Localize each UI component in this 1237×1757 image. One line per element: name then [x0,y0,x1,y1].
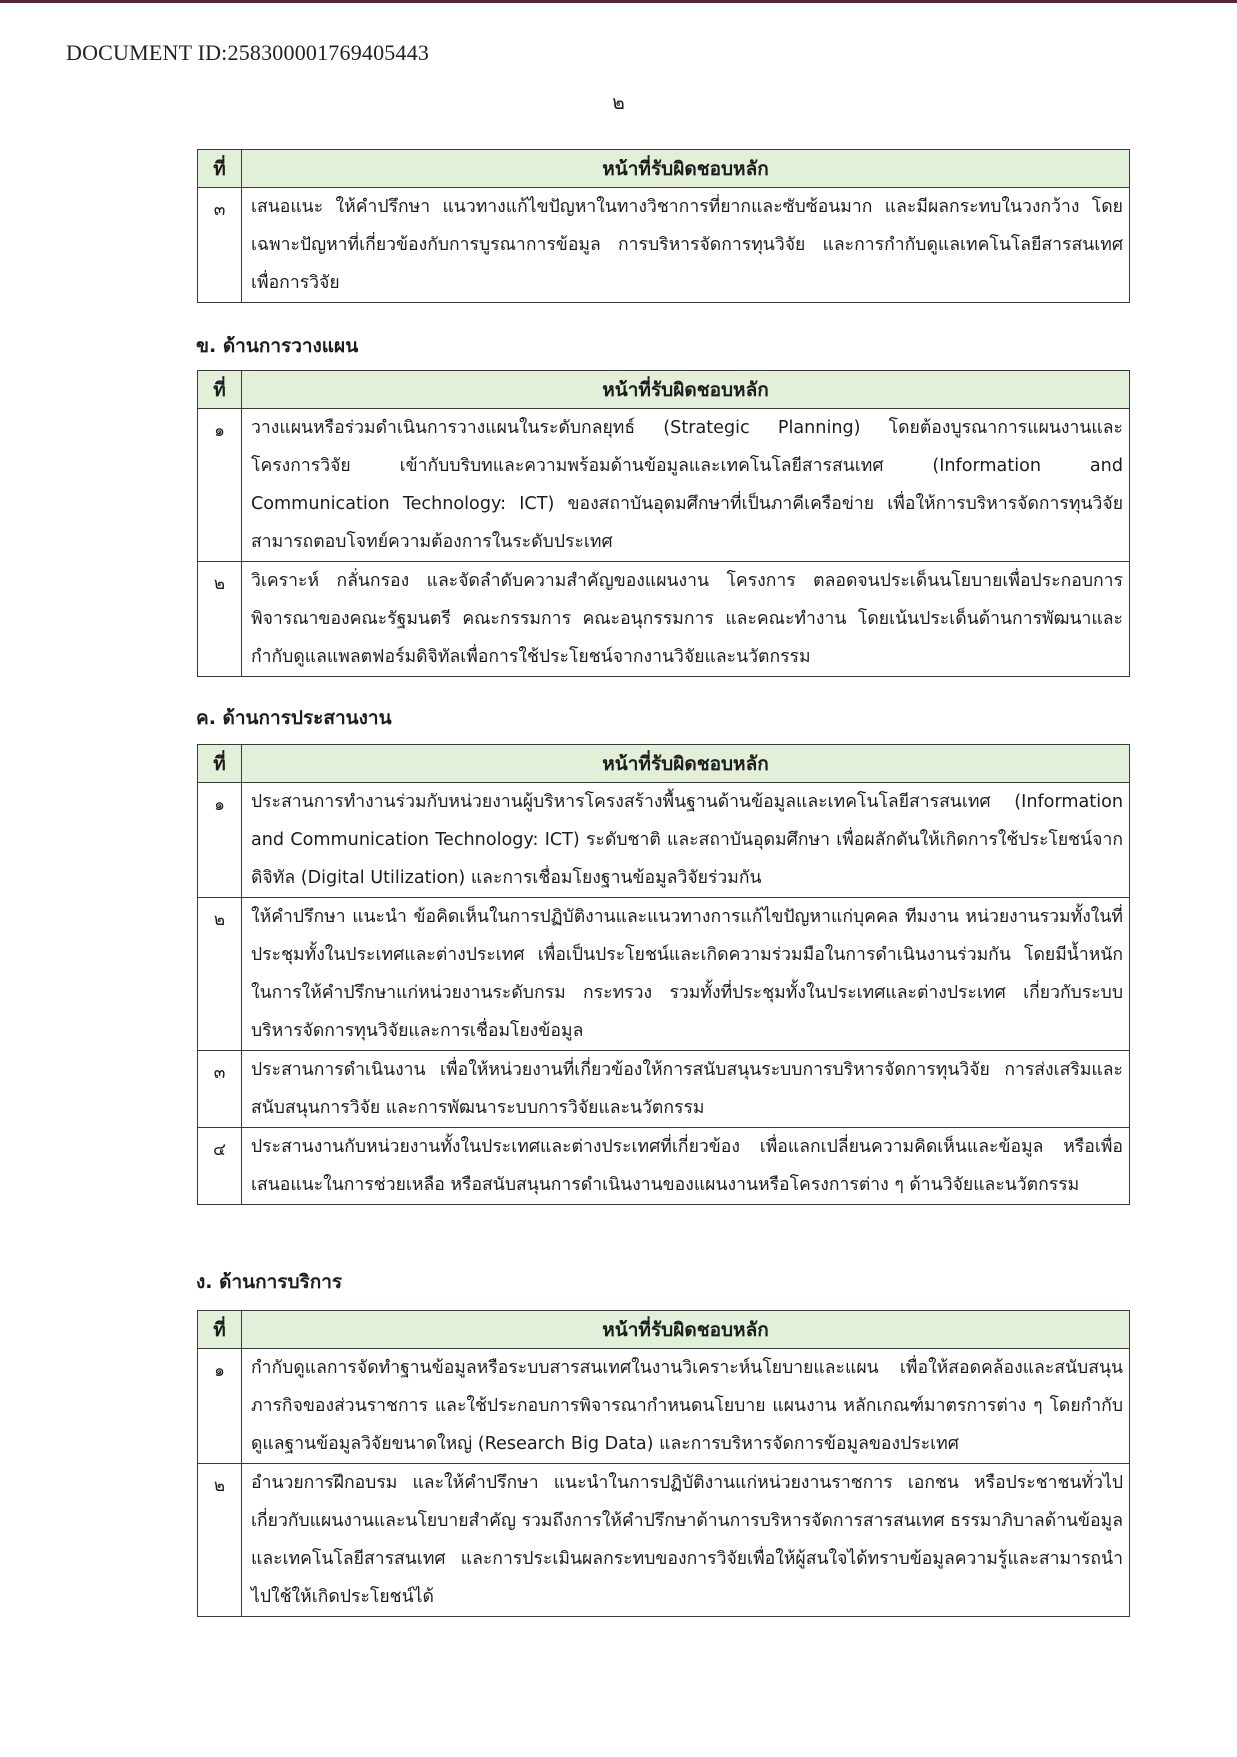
table-row [198,188,1130,303]
table-row [198,409,1130,562]
row-number: ๒ [198,562,242,677]
row-number: ๓ [198,188,242,303]
table-row [198,783,1130,898]
row-text: กำกับดูแลการจัดทำฐานข้อมูลหรือระบบสารสนเทศในงานวิเคราะห์นโยบายและแผน เพื่อให้สอดคล้องและสนับสนุนภารกิจของส่วนราชการ และใช้ประกอบการพิจารณากำหนดนโยบาย แผนงาน หลักเกณฑ์มาตรการต่าง ๆ โดยกำกับดูแลฐานข้อมูลวิจัยขนาดใหญ่ (Research Big Data) และการบริหารจัดการข้อมูลของประเทศ [242,1349,1130,1464]
row-number: ๑ [198,783,242,898]
table-header-row [198,1311,1130,1349]
column-header-duty: หน้าที่รับผิดชอบหลัก [242,150,1130,188]
table-row [198,1128,1130,1205]
top-border-line [0,0,1237,3]
row-text: วางแผนหรือร่วมดำเนินการวางแผนในระดับกลยุทธ์ (Strategic Planning) โดยต้องบูรณาการแผนงานและโครงการวิจัย เข้ากับบริบทและความพร้อมด้านข้อมูลและเทคโนโลยีสารสนเทศ (Information and Communication Technology: ICT) ของสถาบันอุดมศึกษาที่เป็นภาคีเครือข่าย เพื่อให้การบริหารจัดการทุนวิจัยสามารถตอบโจทย์ความต้องการในระดับประเทศ [242,409,1130,562]
table-header-row [198,150,1130,188]
table-header-row [198,745,1130,783]
table-row [198,1349,1130,1464]
table-row [198,1464,1130,1617]
column-header-no: ที่ [198,1311,242,1349]
document-id: DOCUMENT ID:258300001769405443 [66,40,430,65]
column-header-duty: หน้าที่รับผิดชอบหลัก [242,1311,1130,1349]
responsibility-table-continuation [197,149,1130,303]
row-text: อำนวยการฝึกอบรม และให้คำปรึกษา แนะนำในการปฏิบัติงานแก่หน่วยงานราชการ เอกชน หรือประชาชนทั่วไป เกี่ยวกับแผนงานและนโยบายสำคัญ รวมถึงการให้คำปรึกษาด้านการบริหารจัดการสารสนเทศ ธรรมาภิบาลด้านข้อมูลและเทคโนโลยีสารสนเทศ และการประเมินผลกระทบของการวิจัยเพื่อให้ผู้สนใจได้ทราบข้อมูลความรู้และสามารถนำไปใช้ให้เกิดประโยชน์ได้ [242,1464,1130,1617]
row-number: ๔ [198,1128,242,1205]
row-number: ๑ [198,1349,242,1464]
column-header-duty: หน้าที่รับผิดชอบหลัก [242,371,1130,409]
row-number: ๓ [198,1051,242,1128]
column-header-duty: หน้าที่รับผิดชอบหลัก [242,745,1130,783]
responsibility-table-service [197,1310,1130,1617]
row-text: เสนอแนะ ให้คำปรึกษา แนวทางแก้ไขปัญหาในทางวิชาการที่ยากและซับซ้อนมาก และมีผลกระทบในวงกว้าง โดยเฉพาะปัญหาที่เกี่ยวข้องกับการบูรณาการข้อมูล การบริหารจัดการทุนวิจัย และการกำกับดูแลเทคโนโลยีสารสนเทศเพื่อการวิจัย [242,188,1130,303]
table-row [198,562,1130,677]
row-text: ประสานงานกับหน่วยงานทั้งในประเทศและต่างประเทศที่เกี่ยวข้อง เพื่อแลกเปลี่ยนความคิดเห็นและข้อมูล หรือเพื่อเสนอแนะในการช่วยเหลือ หรือสนับสนุนการดำเนินงานของแผนงานหรือโครงการต่าง ๆ ด้านวิจัยและนวัตกรรม [242,1128,1130,1205]
table-row [198,1051,1130,1128]
column-header-no: ที่ [198,150,242,188]
section-heading-service: ง. ด้านการบริการ [196,1271,343,1293]
row-text: วิเคราะห์ กลั่นกรอง และจัดลำดับความสำคัญของแผนงาน โครงการ ตลอดจนประเด็นนโยบายเพื่อประกอบการพิจารณาของคณะรัฐมนตรี คณะกรรมการ คณะอนุกรรมการ และคณะทำงาน โดยเน้นประเด็นด้านการพัฒนาและกำกับดูแลแพลตฟอร์มดิจิทัลเพื่อการใช้ประโยชน์จากงานวิจัยและนวัตกรรม [242,562,1130,677]
table-row [198,898,1130,1051]
row-number: ๒ [198,1464,242,1617]
column-header-no: ที่ [198,371,242,409]
row-text: ประสานการดำเนินงาน เพื่อให้หน่วยงานที่เกี่ยวข้องให้การสนับสนุนระบบการบริหารจัดการทุนวิจัย การส่งเสริมและสนับสนุนการวิจัย และการพัฒนาระบบการวิจัยและนวัตกรรม [242,1051,1130,1128]
row-text: ให้คำปรึกษา แนะนำ ข้อคิดเห็นในการปฏิบัติงานและแนวทางการแก้ไขปัญหาแก่บุคคล ทีมงาน หน่วยงานรวมทั้งในที่ประชุมทั้งในประเทศและต่างประเทศ เพื่อเป็นประโยชน์และเกิดความร่วมมือในการดำเนินงานร่วมกัน โดยมีน้ำหนักในการให้คำปรึกษาแก่หน่วยงานระดับกรม กระทรวง รวมทั้งที่ประชุมทั้งในประเทศและต่างประเทศ เกี่ยวกับระบบบริหารจัดการทุนวิจัยและการเชื่อมโยงข้อมูล [242,898,1130,1051]
section-heading-coordination: ค. ด้านการประสานงาน [196,707,392,729]
responsibility-table-coordination [197,744,1130,1205]
section-heading-planning: ข. ด้านการวางแผน [196,335,359,357]
column-header-no: ที่ [198,745,242,783]
row-text: ประสานการทำงานร่วมกับหน่วยงานผู้บริหารโครงสร้างพื้นฐานด้านข้อมูลและเทคโนโลยีสารสนเทศ (Information and Communication Technology: ICT) ระดับชาติ และสถาบันอุดมศึกษา เพื่อผลักดันให้เกิดการใช้ประโยชน์จากดิจิทัล (Digital Utilization) และการเชื่อมโยงฐานข้อมูลวิจัยร่วมกัน [242,783,1130,898]
row-number: ๒ [198,898,242,1051]
page-number: ๒ [612,92,625,114]
table-header-row [198,371,1130,409]
row-number: ๑ [198,409,242,562]
responsibility-table-planning [197,370,1130,677]
